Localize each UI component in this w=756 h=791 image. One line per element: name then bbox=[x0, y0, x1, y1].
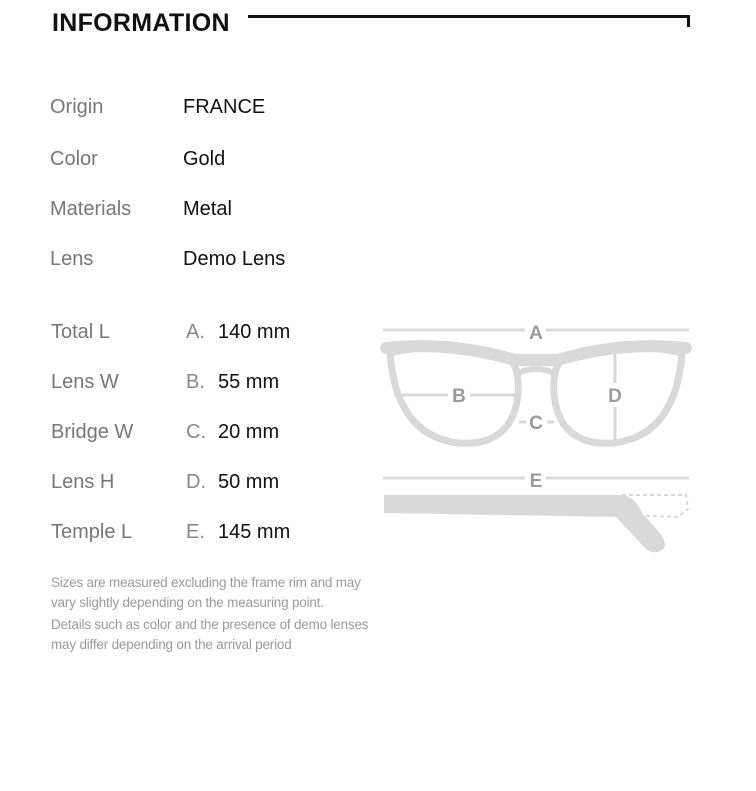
dim-letter: C. bbox=[186, 421, 206, 443]
title-rule bbox=[248, 15, 690, 18]
dim-letter: E. bbox=[186, 521, 205, 543]
dimension-label-d: D bbox=[608, 386, 622, 407]
dim-label: Bridge W bbox=[51, 421, 134, 443]
info-label: Origin bbox=[50, 96, 104, 118]
dimension-label-e: E bbox=[529, 471, 543, 492]
dim-label: Lens W bbox=[51, 371, 119, 393]
detail-note: Details such as color and the presence of demo lenses may differ depending on the arrival period bbox=[51, 617, 369, 652]
info-value: Metal bbox=[183, 198, 232, 220]
dim-value: 20 mm bbox=[218, 421, 280, 443]
info-label: Materials bbox=[50, 198, 132, 220]
info-value: FRANCE bbox=[183, 96, 266, 118]
dim-letter: D. bbox=[186, 471, 206, 493]
info-value: Gold bbox=[183, 148, 226, 170]
title-rule-tick bbox=[687, 15, 690, 27]
info-value: Demo Lens bbox=[183, 248, 286, 270]
eyeglasses-dimension-diagram bbox=[380, 315, 692, 560]
dim-value: 50 mm bbox=[218, 471, 280, 493]
dimension-label-b: B bbox=[452, 386, 466, 407]
dim-value: 145 mm bbox=[218, 521, 291, 543]
info-label: Color bbox=[50, 148, 98, 170]
dim-label: Temple L bbox=[51, 521, 133, 543]
info-label: Lens bbox=[50, 248, 94, 270]
dim-label: Total L bbox=[51, 321, 110, 343]
dimension-label-c: C bbox=[529, 413, 543, 434]
dimension-label-a: A bbox=[529, 323, 543, 344]
dim-value: 140 mm bbox=[218, 321, 291, 343]
dim-letter: A. bbox=[186, 321, 205, 343]
section-title: INFORMATION bbox=[52, 9, 230, 37]
dim-letter: B. bbox=[186, 371, 205, 393]
temple-arm-icon bbox=[384, 495, 688, 552]
dim-value: 55 mm bbox=[218, 371, 280, 393]
dim-label: Lens H bbox=[51, 471, 115, 493]
measurement-note: Sizes are measured excluding the frame rim and may vary slightly depending on the measuring point. bbox=[51, 575, 361, 610]
